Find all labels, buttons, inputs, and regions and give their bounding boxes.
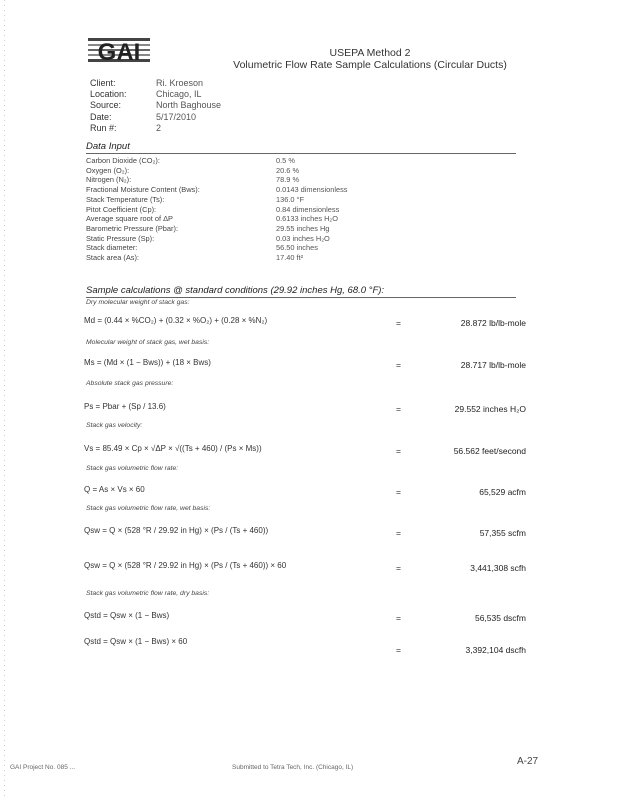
info-value: 2: [156, 122, 162, 133]
result-qstd-dscfh: 3,392,104 dscfh: [465, 645, 526, 655]
formula-qsw-scfh: Qsw = Q × (528 °R / 29.92 in Hg) × (Ps / (Ts + 460)) × 60: [84, 561, 287, 570]
equals-sign: =: [396, 645, 401, 655]
input-row: [86, 224, 406, 234]
info-row-location: [90, 89, 221, 100]
formula-ps: Ps = Pbar + (Sp / 13.6): [84, 402, 166, 411]
svg-text:GAI: GAI: [97, 39, 141, 66]
input-value: 29.55 inches Hg: [276, 223, 330, 233]
input-value: 17.40 ft²: [276, 253, 304, 263]
input-value: 0.84 dimensionless: [276, 204, 340, 214]
result-ps: 29.552 inches H₂O: [454, 404, 526, 414]
info-row-run: [90, 123, 221, 134]
input-label: Stack Temperature (Ts):: [86, 194, 165, 204]
page-number: A-27: [517, 756, 539, 767]
sample-calc-heading: Sample calculations @ standard conditions (29.92 inches Hg, 68.0 °F):: [86, 285, 385, 296]
calc-heading-md: Dry molecular weight of stack gas:: [86, 299, 190, 306]
input-label: Carbon Dioxide (CO₂):: [86, 156, 160, 165]
equals-sign: =: [396, 563, 401, 573]
input-row: [86, 234, 406, 244]
input-row: [86, 253, 406, 263]
calc-heading-ps: Absolute stack gas pressure:: [86, 380, 174, 387]
equals-sign: =: [396, 613, 401, 623]
formula-md: Md = (0.44 × %CO₂) + (0.32 × %O₂) + (0.28 × %N₂): [84, 316, 268, 325]
divider: [86, 153, 516, 154]
input-label: Fractional Moisture Content (Bws):: [86, 185, 200, 195]
calc-heading-vs: Stack gas velocity:: [86, 422, 143, 429]
input-value: 78.9 %: [276, 175, 300, 185]
input-row: [86, 195, 406, 205]
divider: [86, 297, 516, 298]
input-value: 56.50 inches: [276, 243, 318, 253]
data-input-heading: Data Input: [86, 141, 130, 152]
page-subtitle: Volumetric Flow Rate Sample Calculations (Circular Ducts): [233, 59, 507, 71]
info-value: Chicago, IL: [156, 89, 202, 100]
equals-sign: =: [396, 404, 401, 414]
formula-ms: Ms = (Md × (1 − Bws)) + (18 × Bws): [84, 358, 211, 367]
equals-sign: =: [396, 318, 401, 328]
calc-heading-q: Stack gas volumetric flow rate:: [86, 465, 179, 472]
footer-project-number: GAI Project No. 085 ...: [10, 764, 76, 771]
result-qstd-dscfm: 56,535 dscfm: [474, 613, 526, 623]
result-ms: 28.717 lb/lb-mole: [460, 360, 526, 370]
result-vs: 56.562 feet/second: [453, 446, 526, 456]
info-value: North Baghouse: [156, 100, 222, 111]
result-q: 65,529 acfm: [479, 487, 526, 497]
info-label: Location:: [90, 89, 127, 100]
input-label: Oxygen (O₂):: [86, 165, 130, 175]
info-label: Client:: [90, 78, 116, 88]
input-value: 0.03 inches H₂O: [276, 233, 330, 243]
input-row: [86, 166, 406, 176]
equals-sign: =: [396, 487, 401, 497]
input-label: Barometric Pressure (Pbar):: [86, 223, 178, 233]
scan-edge-marks: [4, 0, 5, 800]
info-row-client: [90, 78, 221, 89]
equals-sign: =: [396, 528, 401, 538]
input-row: [86, 185, 406, 195]
input-label: Static Pressure (Sp):: [86, 233, 155, 243]
equals-sign: =: [396, 360, 401, 370]
formula-q: Q = As × Vs × 60: [84, 485, 145, 494]
info-label: Source:: [90, 100, 122, 111]
info-row-date: [90, 112, 221, 123]
result-qsw-scfm: 57,355 scfm: [479, 528, 526, 538]
input-value: 136.0 °F: [276, 194, 305, 204]
company-logo: [88, 36, 150, 66]
input-row: [86, 205, 406, 215]
info-label: Run #:: [90, 122, 117, 133]
input-label: Average square root of ΔP: [86, 214, 173, 224]
formula-qsw-scfm: Qsw = Q × (528 °R / 29.92 in Hg) × (Ps / (Ts + 460)): [84, 526, 269, 535]
footer-submitted-to: Submitted to Tetra Tech, Inc. (Chicago, IL): [232, 764, 354, 771]
page-title: USEPA Method 2: [329, 47, 411, 59]
calc-heading-qstd: Stack gas volumetric flow rate, dry basis:: [86, 590, 210, 597]
input-label: Nitrogen (N₂):: [86, 175, 132, 185]
input-label: Stack area (As):: [86, 253, 139, 263]
input-value: 0.5 %: [276, 156, 295, 165]
input-value: 0.0143 dimensionless: [276, 185, 348, 195]
input-label: Pitot Coefficient (Cp):: [86, 204, 157, 214]
input-label: Stack diameter:: [86, 243, 138, 253]
input-row: [86, 156, 406, 166]
result-qsw-scfh: 3,441,308 scfh: [470, 563, 526, 573]
info-value: Ri. Kroeson: [156, 78, 204, 88]
input-value: 0.6133 inches H₂O: [276, 214, 339, 224]
info-row-source: [90, 100, 221, 111]
input-row: [86, 175, 406, 185]
equals-sign: =: [396, 446, 401, 456]
logo-graphic: [88, 36, 150, 66]
info-value: 5/17/2010: [156, 111, 197, 122]
result-md: 28.872 lb/lb-mole: [460, 318, 526, 328]
info-label: Date:: [90, 111, 112, 122]
calc-heading-ms: Molecular weight of stack gas, wet basis:: [86, 339, 210, 346]
calc-heading-qsw: Stack gas volumetric flow rate, wet basis:: [86, 505, 211, 512]
client-info: [90, 78, 221, 134]
input-row: [86, 243, 406, 253]
input-row: [86, 214, 406, 224]
formula-qstd-dscfm: Qstd = Qsw × (1 − Bws): [84, 611, 170, 620]
data-input-list: [86, 156, 406, 263]
formula-qstd-dscfh: Qstd = Qsw × (1 − Bws) × 60: [84, 637, 188, 646]
input-value: 20.6 %: [276, 165, 300, 175]
formula-vs: Vs = 85.49 × Cp × √ΔP × √((Ts + 460) / (Ps × Ms)): [84, 444, 262, 453]
